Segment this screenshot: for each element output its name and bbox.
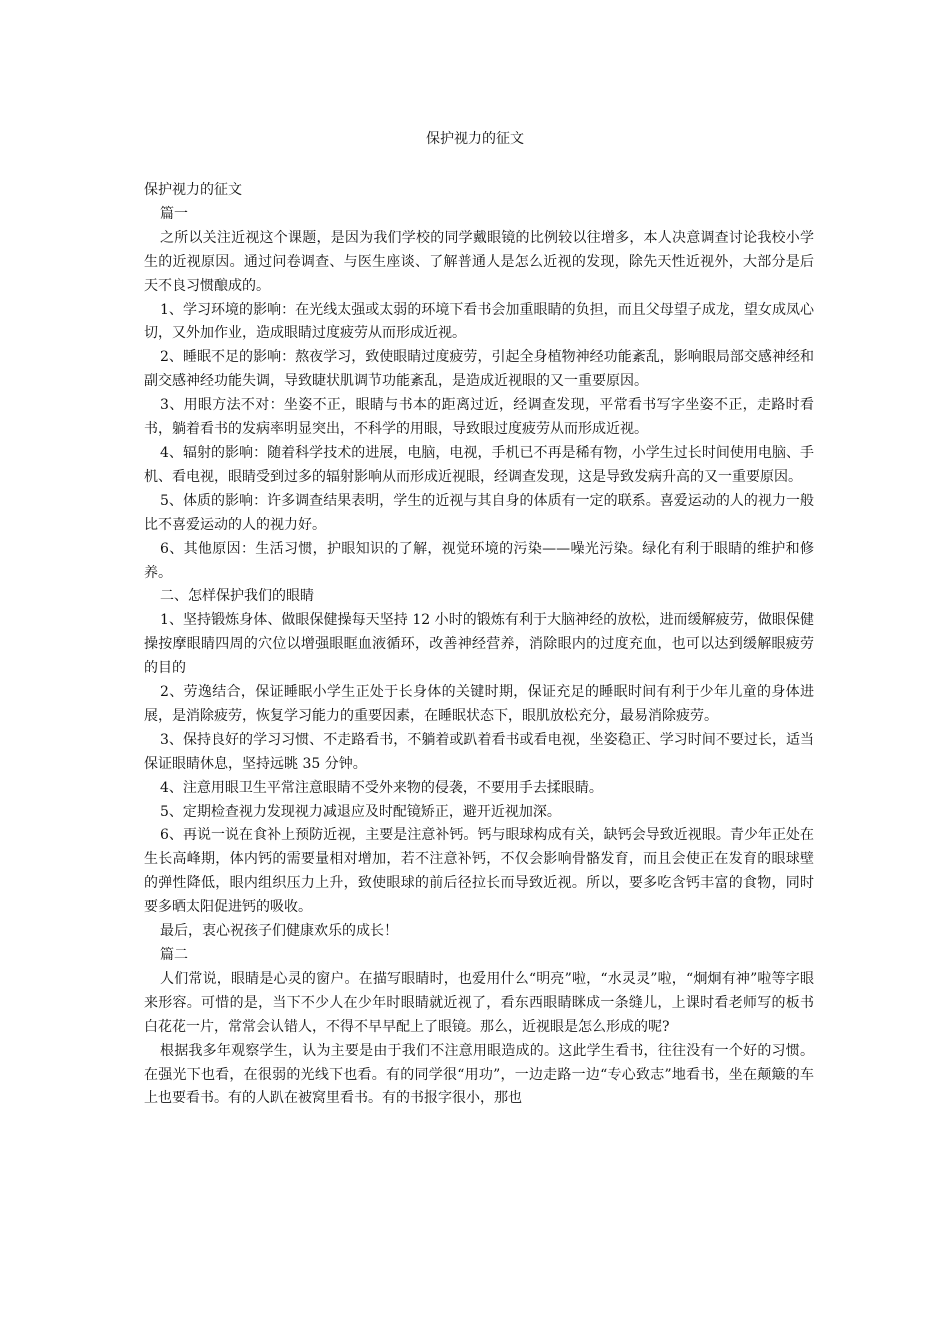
paragraph: 保护视力的征文 [144,182,242,198]
paragraph: 4、辐射的影响：随着科学技术的进展，电脑，电视，手机已不再是稀有物，小学生过长时间使用电脑、手机、看电视，眼睛受到过多的辐射影响从而形成近视眼，经调查发现，这是导致发病升高的又一重要原因。 [144,444,814,485]
paragraph: 2、劳逸结合，保证睡眠小学生正处于长身体的关键时期，保证充足的睡眠时间有利于少年儿童的身体进展，是消除疲劳，恢复学习能力的重要因素，在睡眠状态下，眼肌放松充分，最易消除疲劳。 [144,684,814,724]
paragraph: 2、睡眠不足的影响：熬夜学习，致使眼睛过度疲劳，引起全身植物神经功能紊乱，影响眼局部交感神经和副交感神经功能失调，导致睫状肌调节功能紊乱，是造成近视眼的又一重要原因。 [144,349,814,390]
paragraph: 最后，衷心祝孩子们健康欢乐的成长！ [160,923,398,940]
paragraph: 1、坚持锻炼身体、做眼保健操每天坚持 12 小时的锻炼有利于大脑神经的放松，进而缓解疲劳，做眼保健操按摩眼睛四周的穴位以增强眼眶血液循环，改善神经营养，消除眼内的过度充血，也可以达到缓解眼疲劳的目的 [144,612,814,677]
paragraph: 4、注意用眼卫生平常注意眼睛不受外来物的侵袭，不要用手去揉眼睛。 [160,779,603,796]
paragraph: 6、其他原因：生活习惯，护眼知识的了解，视觉环境的污染——噪光污染。绿化有利于眼睛的维护和修养。 [144,540,814,581]
paragraph: 3、用眼方法不对：坐姿不正，眼睛与书本的距离过近，经调查发现，平常看书写字坐姿不正，走路时看书，躺着看书的发病率明显突出，不科学的用眼，导致眼过度疲劳从而形成近视。 [144,397,814,438]
paragraph: 篇二 [160,947,188,963]
paragraph: 二、怎样保护我们的眼睛 [160,588,314,605]
paragraph: 篇一 [160,205,188,222]
paragraph: 5、体质的影响：许多调查结果表明，学生的近视与其自身的体质有一定的联系。喜爱运动的人的视力一般比不喜爱运动的人的视力好。 [144,492,814,533]
document-title: 保护视力的征文 [426,131,524,147]
paragraph: 3、保持良好的学习习惯、不走路看书，不躺着或趴着看书或看电视，坐姿稳正、学习时间不要过长，适当保证眼睛休息，坚持远眺 35 分钟。 [144,731,814,772]
paragraph: 之所以关注近视这个课题，是因为我们学校的同学戴眼镜的比例较以往增多，本人决意调查讨论我校小学生的近视原因。通过问卷调查、与医生座谈、了解普通人是怎么近视的发现，除先天性近视外，大部分是后天不良习惯酿成的。 [144,229,814,294]
paragraph: 5、定期检查视力发现视力减退应及时配镜矫正，避开近视加深。 [160,803,561,820]
paragraph: 1、学习环境的影响：在光线太强或太弱的环境下看书会加重眼睛的负担，而且父母望子成龙，望女成凤心切，又外加作业，造成眼睛过度疲劳从而形成近视。 [144,301,814,342]
document-body [144,179,814,1111]
paragraph: 根据我多年观察学生，认为主要是由于我们不注意用眼造成的。这此学生看书，往往没有一个好的习惯。在强光下也看，在很弱的光线下也看。有的同学很“用功”，一边走路一边“专心致志”地看书，坐在颠簸的车上也要看书。有的人趴在被窝里看书。有的书报字很小，那也 [144,1042,814,1107]
paragraph: 6、再说一说在食补上预防近视，主要是注意补钙。钙与眼球构成有关，缺钙会导致近视眼。青少年正处在生长高峰期，体内钙的需要量相对增加，若不注意补钙，不仅会影响骨骼发育，而且会使正在发育的眼球壁的弹性降低，眼内组织压力上升，致使眼球的前后径拉长而导致近视。所以，要多吃含钙丰富的食物，同时要多晒太阳促进钙的吸收。 [144,827,814,916]
paragraph: 人们常说，眼睛是心灵的窗户。在描写眼睛时，也爱用什么“明亮”啦，“水灵灵”啦，“炯炯有神”啦等字眼来形容。可惜的是，当下不少人在少年时眼睛就近视了，看东西眼睛眯成一条缝儿，上课时看老师写的板书白花花一片，常常会认错人，不得不早早配上了眼镜。那么，近视眼是怎么形成的呢? [144,970,814,1035]
